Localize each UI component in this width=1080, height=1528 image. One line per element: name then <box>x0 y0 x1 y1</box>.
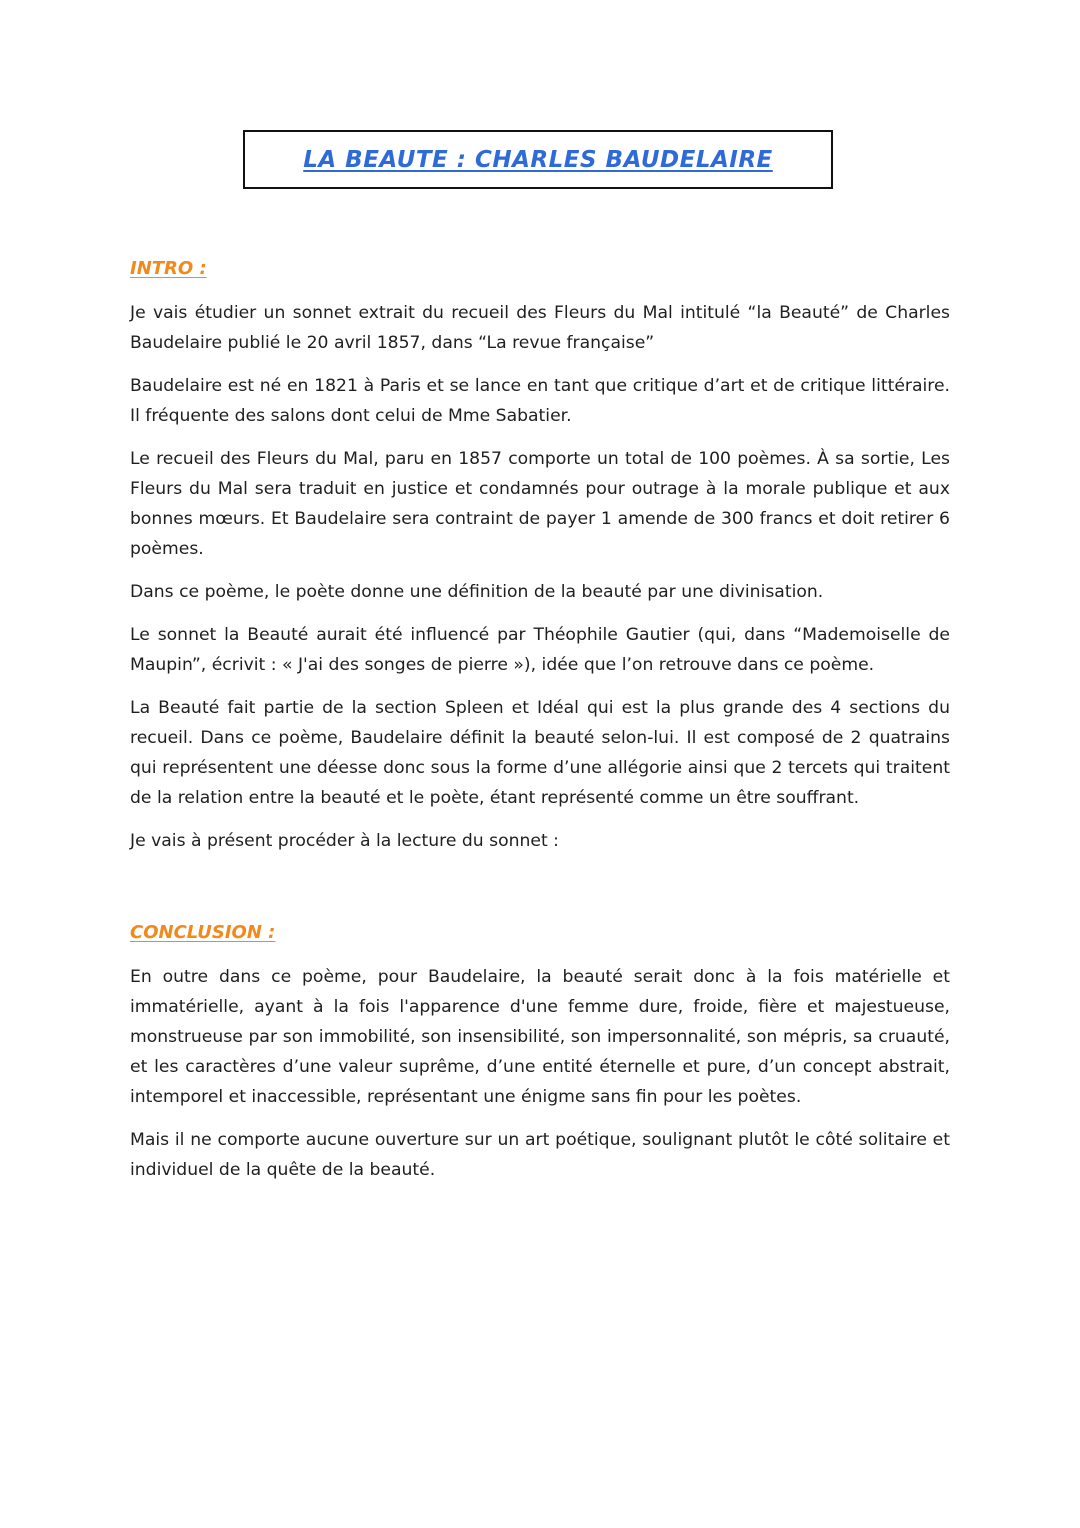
intro-paragraph: Dans ce poème, le poète donne une définition de la beauté par une divinisation. <box>130 582 824 602</box>
intro-paragraph: Je vais étudier un sonnet extrait du recueil des Fleurs du Mal intitulé “la Beauté” de Charles Baudelaire publié le 20 avril 1857, dans “La revue française” <box>130 303 950 353</box>
page-title: LA BEAUTE : CHARLES BAUDELAIRE <box>303 146 773 173</box>
conclusion-paragraph: Mais il ne comporte aucune ouverture sur un art poétique, soulignant plutôt le côté solitaire et individuel de la quête de la beauté. <box>130 1130 950 1180</box>
conclusion-heading: CONCLUSION : <box>130 922 276 943</box>
intro-paragraph: Le sonnet la Beauté aurait été influencé par Théophile Gautier (qui, dans “Mademoiselle de Maupin”, écrivit : « J'ai des songes de pierre »), idée que l’on retrouve dans ce poème. <box>130 625 950 675</box>
intro-heading: INTRO : <box>130 258 207 279</box>
intro-paragraph: La Beauté fait partie de la section Spleen et Idéal qui est la plus grande des 4 sections du recueil. Dans ce poème, Baudelaire définit la beauté selon-lui. Il est composé de 2 quatrains qui représentent une déesse donc sous la forme d’une allégorie ainsi que 2 tercets qui traitent de la relation entre la beauté et le poète, étant représenté comme un être souffrant. <box>130 698 950 808</box>
title-box <box>243 130 833 189</box>
intro-paragraph: Je vais à présent procéder à la lecture du sonnet : <box>130 831 559 851</box>
intro-paragraph: Le recueil des Fleurs du Mal, paru en 1857 comporte un total de 100 poèmes. À sa sortie, Les Fleurs du Mal sera traduit en justice et condamnés pour outrage à la morale publique et aux bonnes mœurs. Et Baudelaire sera contraint de payer 1 amende de 300 francs et doit retirer 6 poèmes. <box>130 449 950 559</box>
conclusion-section <box>130 918 950 1185</box>
intro-paragraph: Baudelaire est né en 1821 à Paris et se lance en tant que critique d’art et de critique littéraire. Il fréquente des salons dont celui de Mme Sabatier. <box>130 376 950 426</box>
intro-section <box>130 254 950 856</box>
document-body <box>130 254 950 1198</box>
section-spacer <box>130 869 950 918</box>
conclusion-paragraph: En outre dans ce poème, pour Baudelaire, la beauté serait donc à la fois matérielle et immatérielle, ayant à la fois l'apparence d'une femme dure, froide, fière et majestueuse, monstrueuse par son immobilité, son insensibilité, son impersonnalité, son mépris, sa cruauté, et les caractères d’une valeur suprême, d’une entité éternelle et pure, d’un concept abstrait, intemporel et inaccessible, représentant une énigme sans fin pour les poètes. <box>130 967 950 1107</box>
